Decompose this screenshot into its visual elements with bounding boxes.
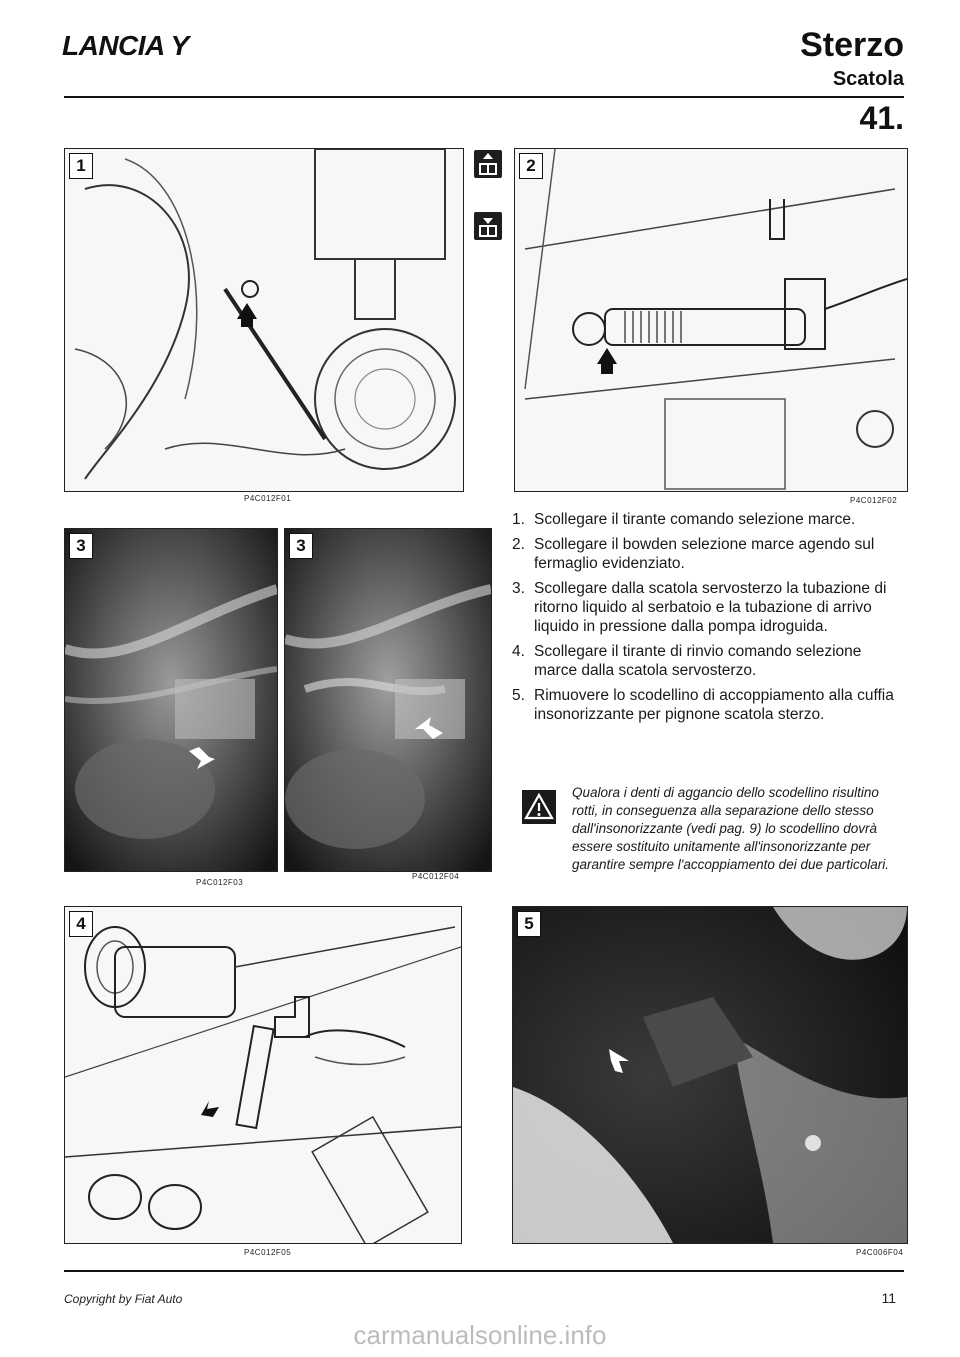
procedure-steps <box>512 510 908 730</box>
figure-3-left <box>64 528 278 872</box>
copyright-text: Copyright by Fiat Auto <box>64 1292 183 1306</box>
warning-triangle-icon <box>522 790 556 824</box>
figure-code: P4C006F04 <box>856 1248 904 1257</box>
figure-code: P4C012F05 <box>244 1248 292 1257</box>
remove-icon <box>474 150 502 178</box>
figure-code: P4C012F03 <box>196 878 244 887</box>
figure-code: P4C012F02 <box>850 496 898 505</box>
brand-title: LANCIA Y <box>62 30 189 61</box>
figure-3-right <box>284 528 492 872</box>
bowden-cable-drawing <box>515 149 907 491</box>
figure-5 <box>512 906 908 1244</box>
section-subtitle: Scatola <box>832 68 904 90</box>
photo-soundproofing-cup <box>513 907 907 1243</box>
figure-number: 3 <box>289 533 313 559</box>
section-title: Sterzo <box>800 26 904 64</box>
figure-code: P4C012F04 <box>412 872 460 881</box>
figure-code: P4C012F01 <box>244 494 292 503</box>
refit-icon <box>474 212 502 240</box>
figure-number: 4 <box>69 911 93 937</box>
figure-1 <box>64 148 464 492</box>
header-rule <box>64 96 904 98</box>
photo-hydraulic-pipe <box>285 529 491 871</box>
watermark: carmanualsonline.info <box>353 1320 607 1350</box>
list-item: 2. Scollegare il bowden selezione marce agendo sul fermaglio evidenziato. <box>512 536 875 572</box>
photo-hydraulic-pipe <box>65 529 277 871</box>
steering-linkage-drawing <box>65 149 463 491</box>
footer-rule <box>64 1270 904 1272</box>
list-item: 5. Rimuovere lo scodellino di accoppiamento alla cuffia insonorizzante per pignone scatola sterzo. <box>512 687 894 723</box>
list-item: 3. Scollegare dalla scatola servosterzo la tubazione di ritorno liquido al serbatoio e la tubazione di arrivo liquido in pressione dalla pompa idroguida. <box>512 580 887 635</box>
page-code: 41. <box>859 100 904 136</box>
page-number: 11 <box>881 1290 896 1306</box>
tie-rod-drawing <box>65 907 461 1243</box>
figure-number: 2 <box>519 153 543 179</box>
warning-note: Qualora i denti di aggancio dello scodellino risultino rotti, in conseguenza alla separazione dello stesso dall'insonorizzante (vedi pag. 9) lo scodellino dovrà essere sostituito unitamente all'insonorizzante per garantire sempre l'accoppiamento dei due particolari. <box>572 785 889 872</box>
figure-2 <box>514 148 908 492</box>
figure-number: 5 <box>517 911 541 937</box>
figure-4 <box>64 906 462 1244</box>
list-item: 1. Scollegare il tirante comando selezione marce. <box>512 511 856 528</box>
list-item: 4. Scollegare il tirante di rinvio comando selezione marce dalla scatola servosterzo. <box>512 643 862 679</box>
figure-number: 1 <box>69 153 93 179</box>
figure-number: 3 <box>69 533 93 559</box>
